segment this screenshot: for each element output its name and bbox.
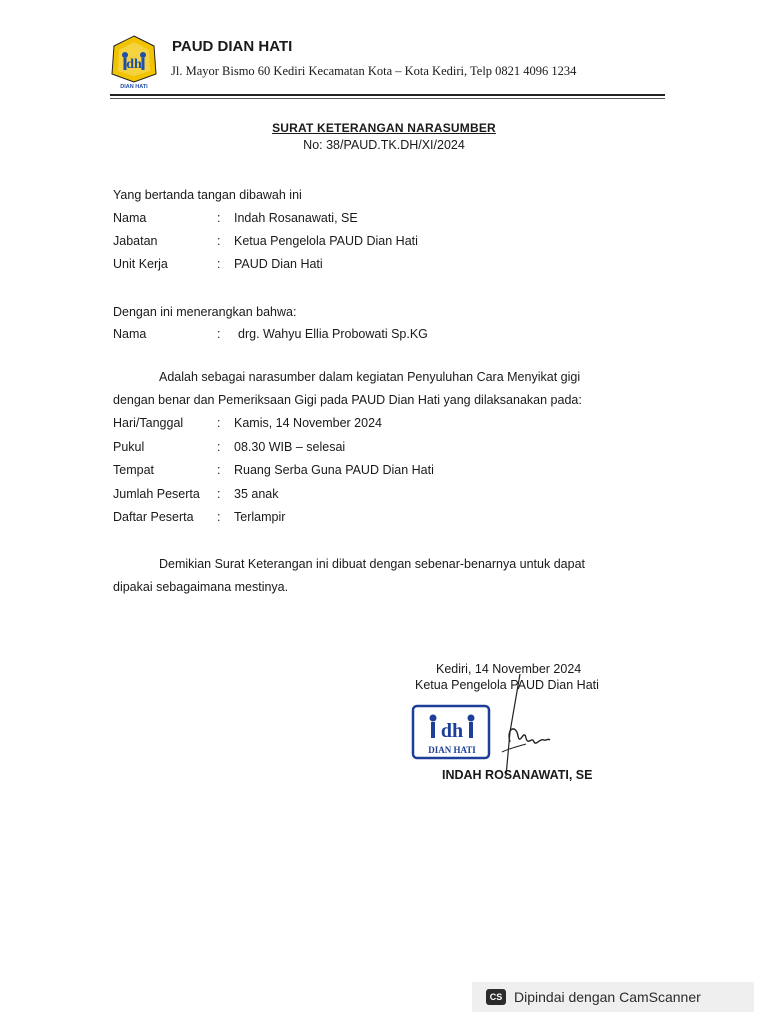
event-participants-count-label: Jumlah Peserta — [113, 487, 200, 501]
subject-intro: Dengan ini menerangkan bahwa: — [113, 305, 297, 319]
org-logo — [108, 34, 160, 90]
subject-name-value: drg. Wahyu Ellia Probowati Sp.KG — [238, 327, 428, 341]
body-paragraph-line1: Adalah sebagai narasumber dalam kegiatan Penyuluhan Cara Menyikat gigi — [159, 370, 581, 384]
logo-caption: DIAN HATI — [120, 84, 148, 90]
signature-name: INDAH ROSANAWATI, SE — [442, 768, 593, 782]
scanner-watermark-text: Dipindai dengan CamScanner — [514, 989, 701, 1005]
closing-line2: dipakai sebagaimana mestinya. — [113, 580, 289, 594]
event-place-label: Tempat — [113, 463, 154, 477]
document-number: No: 38/PAUD.TK.DH/XI/2024 — [303, 138, 465, 152]
signer-name-value: Indah Rosanawati, SE — [234, 211, 358, 225]
signer-position-value: Ketua Pengelola PAUD Dian Hati — [234, 234, 418, 248]
colon: : — [217, 440, 221, 454]
signer-name-label: Nama — [113, 211, 147, 225]
header-divider — [110, 94, 665, 96]
colon: : — [217, 487, 221, 501]
colon: : — [217, 211, 221, 225]
event-date-label: Hari/Tanggal — [113, 416, 184, 430]
subject-name-label: Nama — [113, 327, 147, 341]
colon: : — [217, 234, 221, 248]
document-title: SURAT KETERANGAN NARASUMBER — [272, 121, 496, 135]
signer-unit-value: PAUD Dian Hati — [234, 257, 323, 271]
event-participants-list-label: Daftar Peserta — [113, 510, 194, 524]
event-place-value: Ruang Serba Guna PAUD Dian Hati — [234, 463, 434, 477]
signature-place-date: Kediri, 14 November 2024 — [436, 662, 582, 676]
signer-unit-label: Unit Kerja — [113, 257, 168, 271]
colon: : — [217, 510, 221, 524]
stamp-caption: DIAN HATI — [428, 745, 476, 755]
event-participants-list-value: Terlampir — [234, 510, 286, 524]
handwritten-signature — [480, 672, 570, 780]
header-divider-thin — [110, 98, 665, 99]
event-time-value: 08.30 WIB – selesai — [234, 440, 346, 454]
colon: : — [217, 416, 221, 430]
org-address: Jl. Mayor Bismo 60 Kediri Kecamatan Kota – Kota Kediri, Telp 0821 4096 1234 — [171, 64, 577, 78]
event-date-value: Kamis, 14 November 2024 — [234, 416, 382, 430]
event-participants-count-value: 35 anak — [234, 487, 279, 501]
signature-role: Ketua Pengelola PAUD Dian Hati — [415, 678, 599, 692]
colon: : — [217, 257, 221, 271]
scanner-watermark — [472, 982, 754, 1012]
colon: : — [217, 463, 221, 477]
closing-line1: Demikian Surat Keterangan ini dibuat dengan sebenar-benarnya untuk dapat — [159, 557, 585, 571]
body-paragraph-line2: dengan benar dan Pemeriksaan Gigi pada PAUD Dian Hati yang dilaksanakan pada: — [113, 393, 582, 407]
colon: : — [217, 327, 221, 341]
signer-intro: Yang bertanda tangan dibawah ini — [113, 188, 302, 202]
stamp-text: dh — [440, 720, 464, 742]
signer-position-label: Jabatan — [113, 234, 158, 248]
org-name: PAUD DIAN HATI — [172, 38, 293, 55]
camscanner-icon: CS — [486, 989, 506, 1005]
logo-text: dh — [126, 57, 142, 72]
event-time-label: Pukul — [113, 440, 145, 454]
